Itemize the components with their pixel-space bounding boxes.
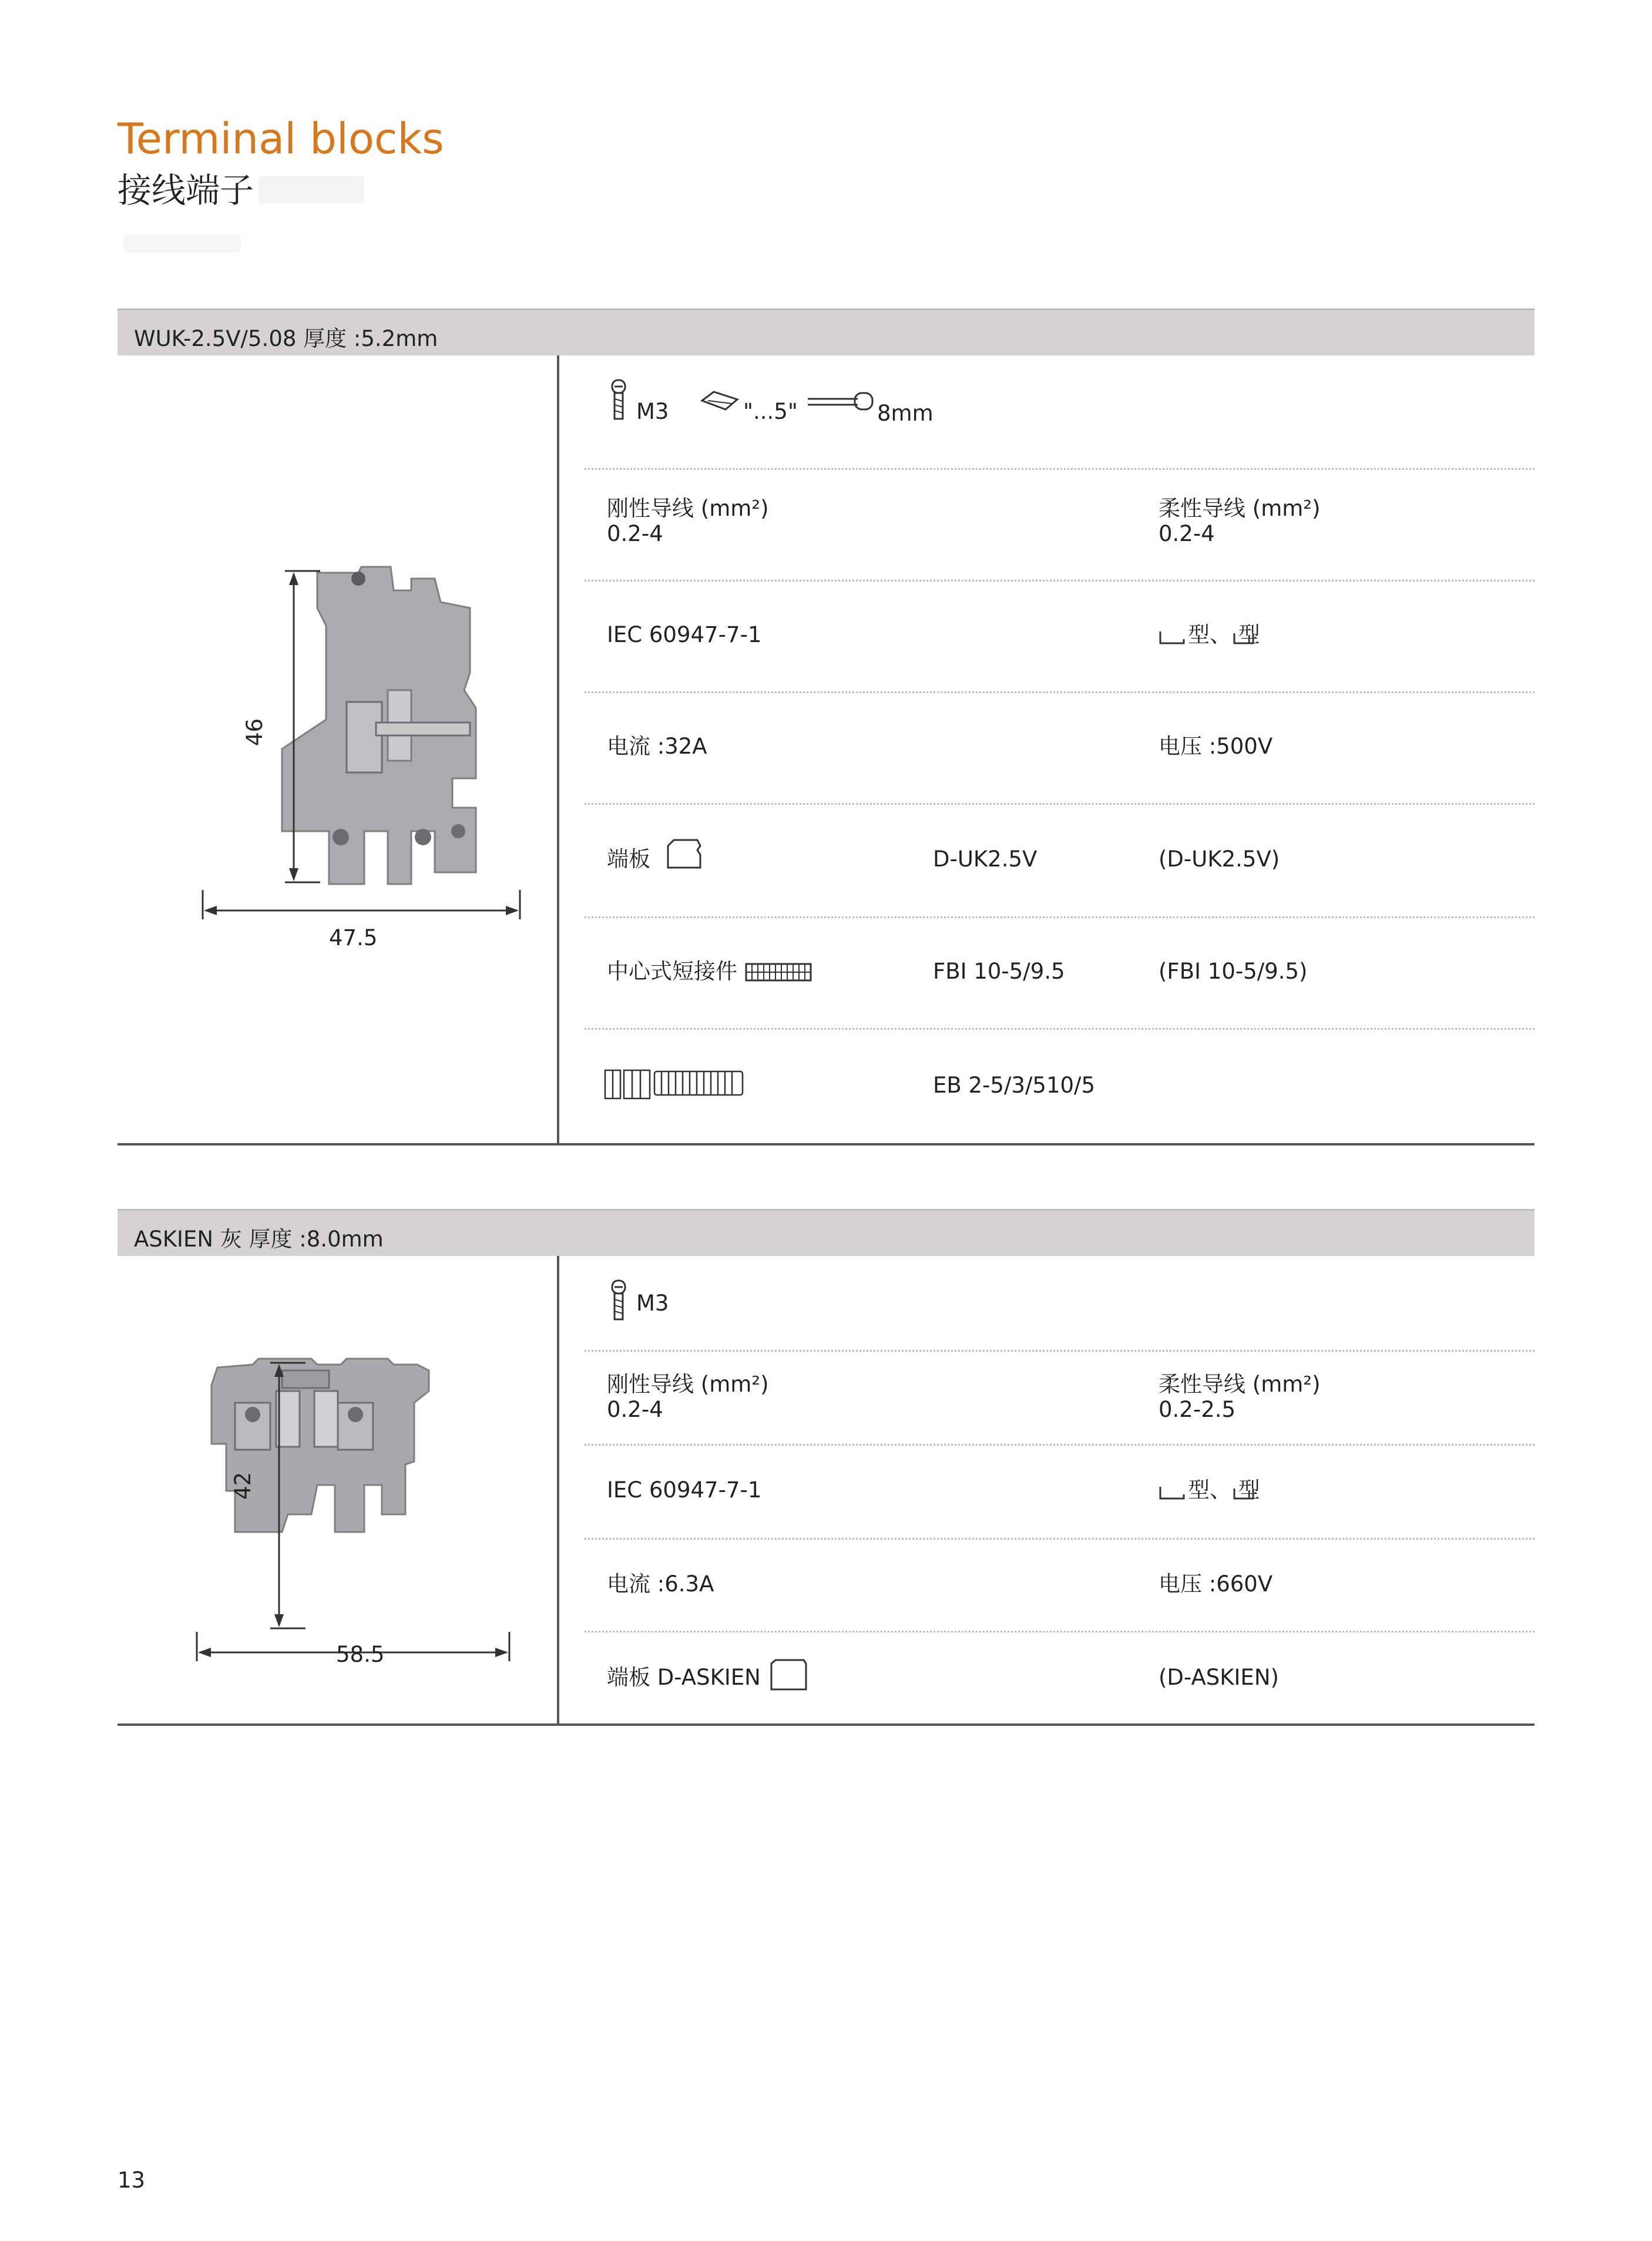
end-plate-label: 端板 xyxy=(607,846,650,872)
bridge-code: FBI 10-5/9.5 xyxy=(933,959,1065,984)
dimension-width-line xyxy=(203,890,526,925)
dimension-height-value: 42 xyxy=(230,1471,256,1500)
voltage-rating: 电压 :500V xyxy=(1159,734,1273,759)
rigid-wire-label: 刚性导线 (mm²) xyxy=(607,496,769,521)
section-header xyxy=(117,308,1535,355)
bridge-alt-code: (FBI 10-5/9.5) xyxy=(1159,959,1308,984)
faded-text-artifact xyxy=(258,176,364,203)
u-type-icon xyxy=(1159,629,1187,646)
product-section-wuk xyxy=(117,308,1535,1145)
end-plate-alt-code: (D-ASKIEN) xyxy=(1159,1665,1279,1690)
bridge-icon xyxy=(745,962,812,983)
standard-value: IEC 60947-7-1 xyxy=(607,1477,762,1503)
voltage-rating: 电压 :660V xyxy=(1159,1571,1273,1597)
section-header-text: ASKIEN 灰 厚度 :8.0mm xyxy=(134,1227,384,1252)
dimension-height-line xyxy=(264,1363,300,1633)
screw-icon xyxy=(610,1279,627,1321)
current-rating: 电流 :6.3A xyxy=(607,1571,714,1597)
row-divider xyxy=(585,1538,1535,1540)
row-divider xyxy=(585,1350,1535,1352)
row-divider xyxy=(585,468,1535,470)
end-plate-alt-code: (D-UK2.5V) xyxy=(1159,846,1280,872)
row-divider xyxy=(585,1028,1535,1030)
column-divider xyxy=(557,1256,559,1726)
page-subtitle: 接线端子 xyxy=(117,170,254,210)
screw-icon xyxy=(610,379,627,420)
screw-size: M3 xyxy=(636,1291,669,1316)
page-number: 13 xyxy=(117,2168,146,2193)
type-label: 型、 型 xyxy=(1188,622,1260,647)
screwdriver-size: "...5" xyxy=(743,399,798,424)
dimension-width-value: 58.5 xyxy=(336,1642,385,1667)
flexible-wire-value: 0.2-4 xyxy=(1159,521,1215,546)
type-label: 型、 型 xyxy=(1188,1477,1260,1503)
end-plate-code: D-UK2.5V xyxy=(933,846,1037,872)
u-type-icon-2 xyxy=(1233,629,1256,646)
faded-text-artifact xyxy=(123,235,241,253)
u-type-icon xyxy=(1159,1484,1187,1501)
row-divider xyxy=(585,803,1535,805)
strip-length: 8mm xyxy=(877,401,934,426)
section-header-text: WUK-2.5V/5.08 厚度 :5.2mm xyxy=(134,326,438,351)
flexible-wire-value: 0.2-2.5 xyxy=(1159,1397,1236,1422)
section-header xyxy=(117,1209,1535,1256)
product-section-askien xyxy=(117,1209,1535,1726)
dimension-width-value: 47.5 xyxy=(329,925,378,950)
dimension-height-value: 46 xyxy=(242,718,268,747)
end-plate-label: 端板 D-ASKIEN xyxy=(607,1665,761,1690)
dimension-height-line xyxy=(279,571,314,888)
page-title: Terminal blocks xyxy=(117,114,444,163)
flexible-wire-label: 柔性导线 (mm²) xyxy=(1159,1372,1321,1397)
row-divider xyxy=(585,1631,1535,1632)
wire-strip-icon xyxy=(808,389,878,413)
section-bottom-rule xyxy=(117,1723,1535,1726)
standard-value: IEC 60947-7-1 xyxy=(607,622,762,647)
screwdriver-icon xyxy=(699,389,740,412)
flexible-wire-label: 柔性导线 (mm²) xyxy=(1159,496,1321,521)
end-plate-icon xyxy=(768,1658,810,1693)
marker-code: EB 2-5/3/510/5 xyxy=(933,1073,1096,1098)
row-divider xyxy=(585,1444,1535,1446)
current-rating: 电流 :32A xyxy=(607,734,707,759)
rigid-wire-label: 刚性导线 (mm²) xyxy=(607,1372,769,1397)
u-type-icon-2 xyxy=(1233,1484,1256,1501)
section-bottom-rule xyxy=(117,1143,1535,1145)
column-divider xyxy=(557,355,559,1145)
rigid-wire-value: 0.2-4 xyxy=(607,521,663,546)
marker-strip-icon xyxy=(604,1068,745,1103)
row-divider xyxy=(585,916,1535,918)
row-divider xyxy=(585,580,1535,582)
rigid-wire-value: 0.2-4 xyxy=(607,1397,663,1422)
bridge-label: 中心式短接件 xyxy=(607,959,737,984)
row-divider xyxy=(585,691,1535,693)
end-plate-icon xyxy=(665,837,706,872)
screw-size: M3 xyxy=(636,399,669,424)
